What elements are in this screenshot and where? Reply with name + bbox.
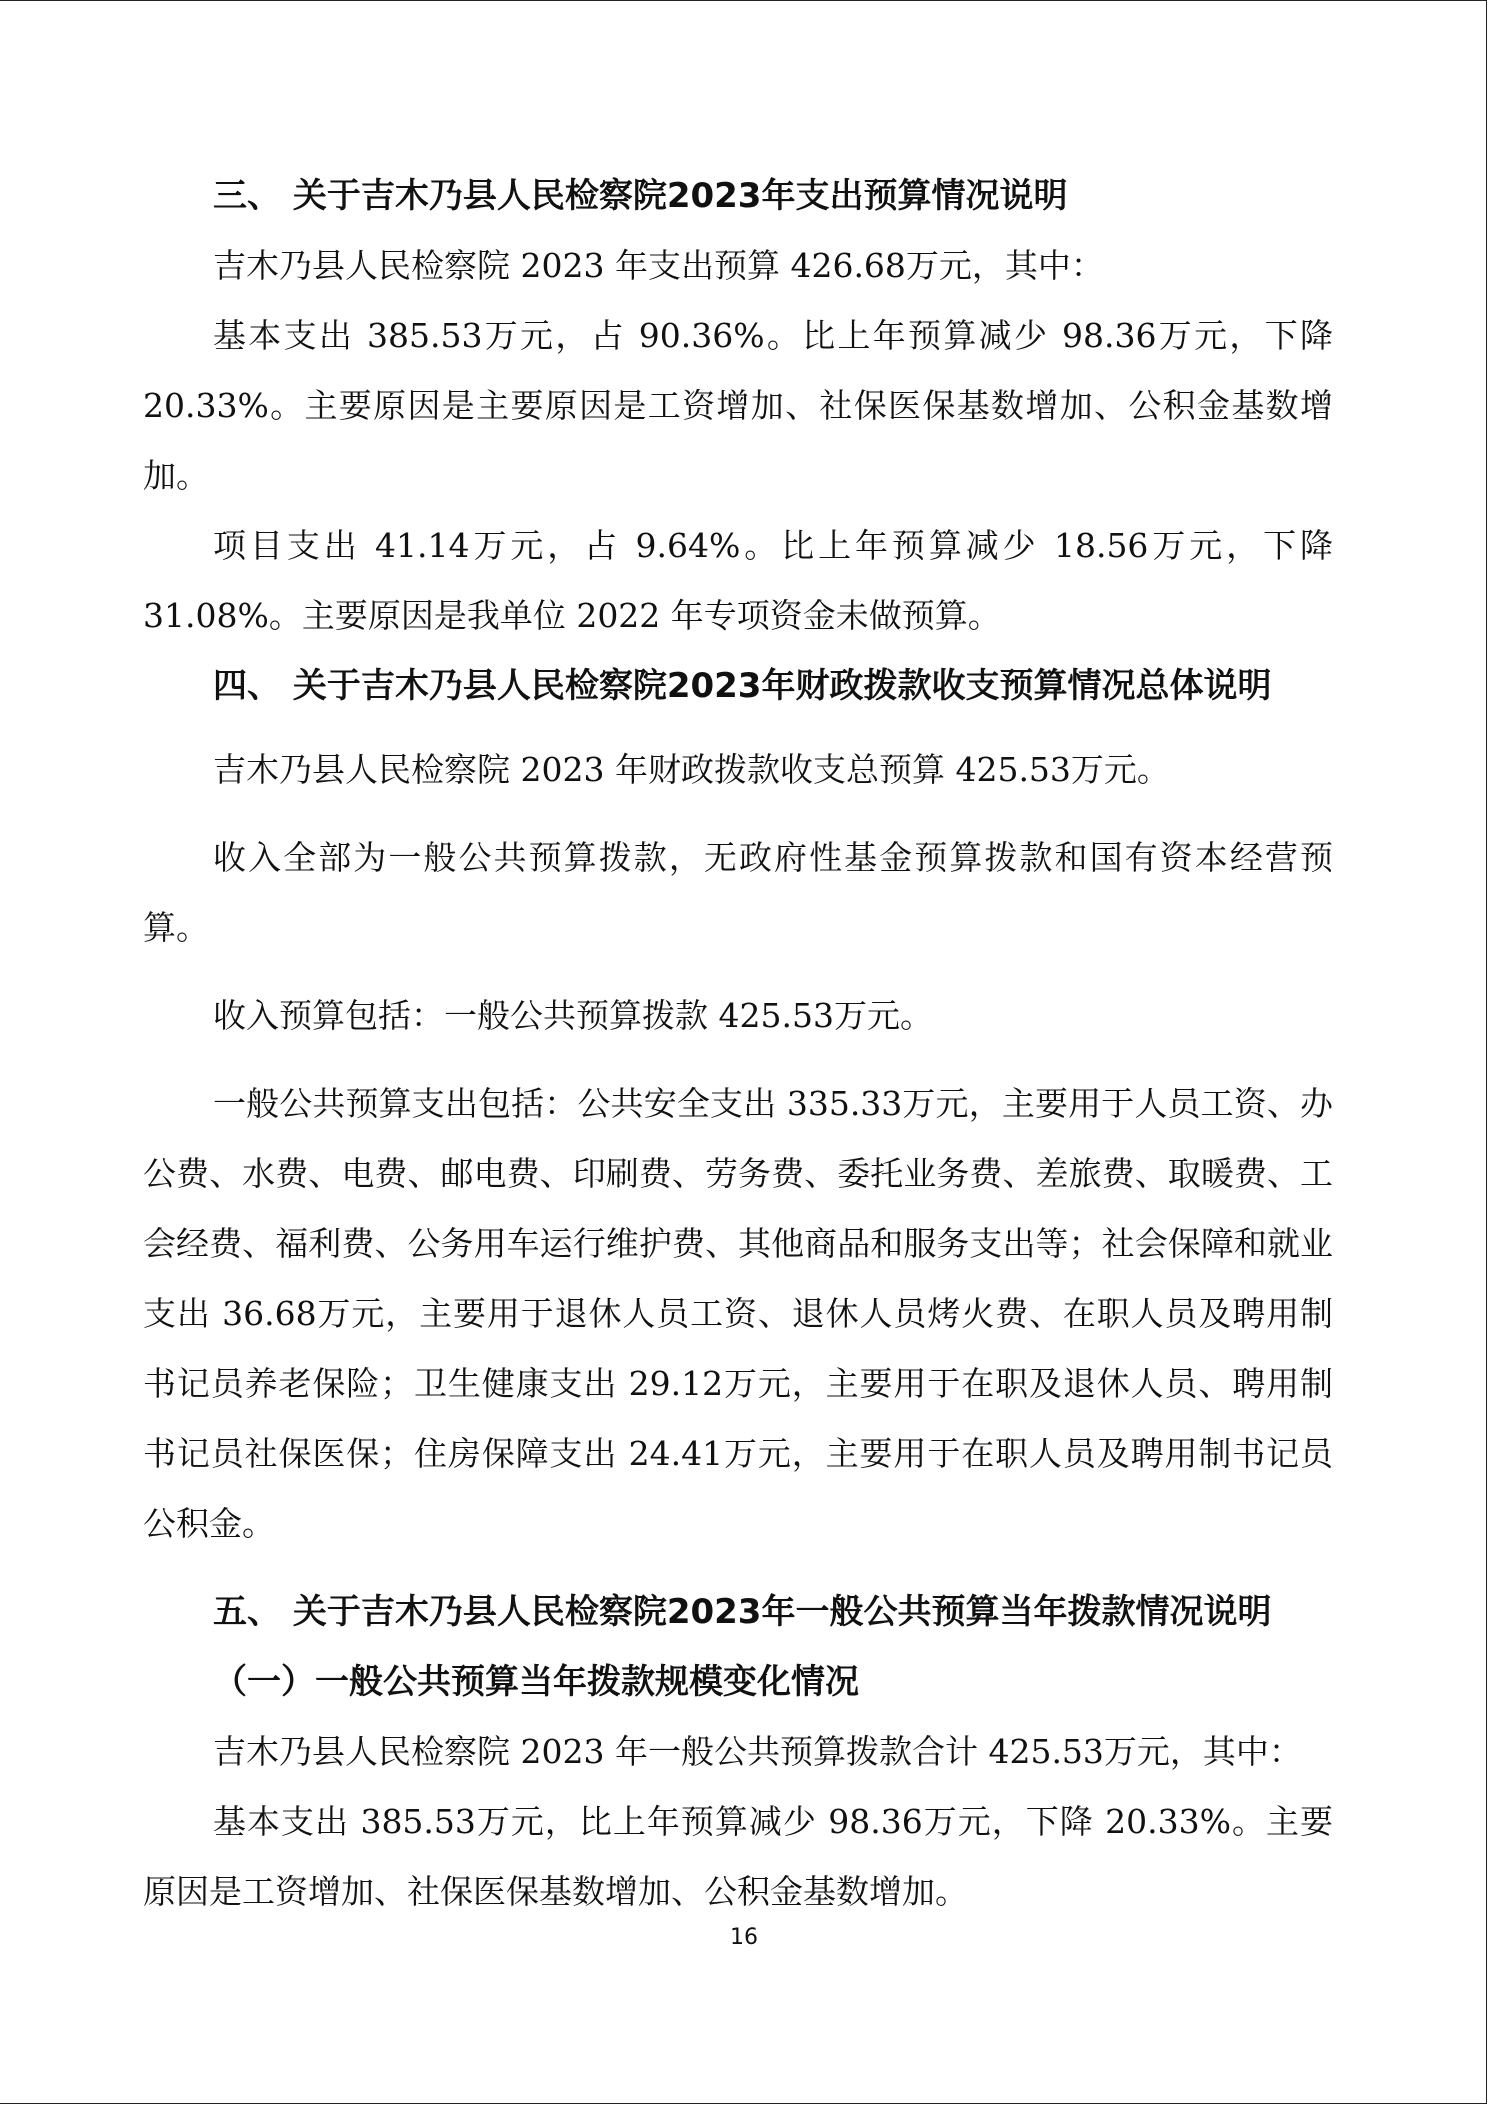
section-4-paragraph: 收入全部为一般公共预算拨款，无政府性基金预算拨款和国有资本经营预算。 bbox=[143, 838, 1333, 947]
spacer bbox=[143, 1051, 1333, 1069]
section-4-paragraph: 吉木乃县人民检察院 2023 年财政拨款收支总预算 425.53万元。 bbox=[213, 750, 1170, 789]
section-3-paragraph: 基本支出 385.53万元，占 90.36%。比上年预算减少 98.36万元，下降 20.33%。主要原因是主要原因是工资增加、社保医保基数增加、公积金基数增加。 bbox=[143, 316, 1333, 495]
section-3-paragraph: 项目支出 41.14万元，占 9.64%。比上年预算减少 18.56万元，下降 31.08%。主要原因是我单位 2022 年专项资金未做预算。 bbox=[143, 526, 1333, 635]
section-4-paragraph: 一般公共预算支出包括：公共安全支出 335.33万元，主要用于人员工资、办公费、水费、电费、邮电费、印刷费、劳务费、委托业务费、差旅费、取暖费、工会经费、福利费、公务用车运行维护费、其他商品和服务支出等；社会保障和就业支出 36.68万元，主要用于退休人员工资、退休人员烤火费、在职人员及聘用制书记员养老保险；卫生健康支出 29.12万元，主要用于在职及退休人员、聘用制书记员社保医保；住房保障支出 24.41万元，主要用于在职人员及聘用制书记员公积金。 bbox=[143, 1084, 1333, 1543]
section-5-paragraph: 吉木乃县人民检察院 2023 年一般公共预算拨款合计 425.53万元，其中： bbox=[213, 1732, 1302, 1771]
section-3-heading: 三、 关于吉木乃县人民检察院2023年支出预算情况说明 bbox=[213, 176, 1068, 216]
document-body bbox=[143, 161, 1333, 1927]
section-4-paragraph: 收入预算包括：一般公共预算拨款 425.53万元。 bbox=[213, 996, 933, 1035]
spacer bbox=[143, 805, 1333, 823]
spacer bbox=[143, 963, 1333, 981]
section-3-paragraph: 吉木乃县人民检察院 2023 年支出预算 426.68万元，其中： bbox=[213, 246, 1104, 285]
page-number: 16 bbox=[730, 1925, 758, 1950]
section-5-subheading: （一）一般公共预算当年拨款规模变化情况 bbox=[213, 1662, 859, 1702]
section-5-heading: 五、 关于吉木乃县人民检察院2023年一般公共预算当年拨款情况说明 bbox=[213, 1592, 1272, 1632]
spacer bbox=[143, 721, 1333, 735]
spacer bbox=[143, 1559, 1333, 1577]
section-5-paragraph: 基本支出 385.53万元，比上年预算减少 98.36万元，下降 20.33%。主要原因是工资增加、社保医保基数增加、公积金基数增加。 bbox=[143, 1802, 1333, 1911]
section-4-heading: 四、 关于吉木乃县人民检察院2023年财政拨款收支预算情况总体说明 bbox=[213, 666, 1272, 706]
